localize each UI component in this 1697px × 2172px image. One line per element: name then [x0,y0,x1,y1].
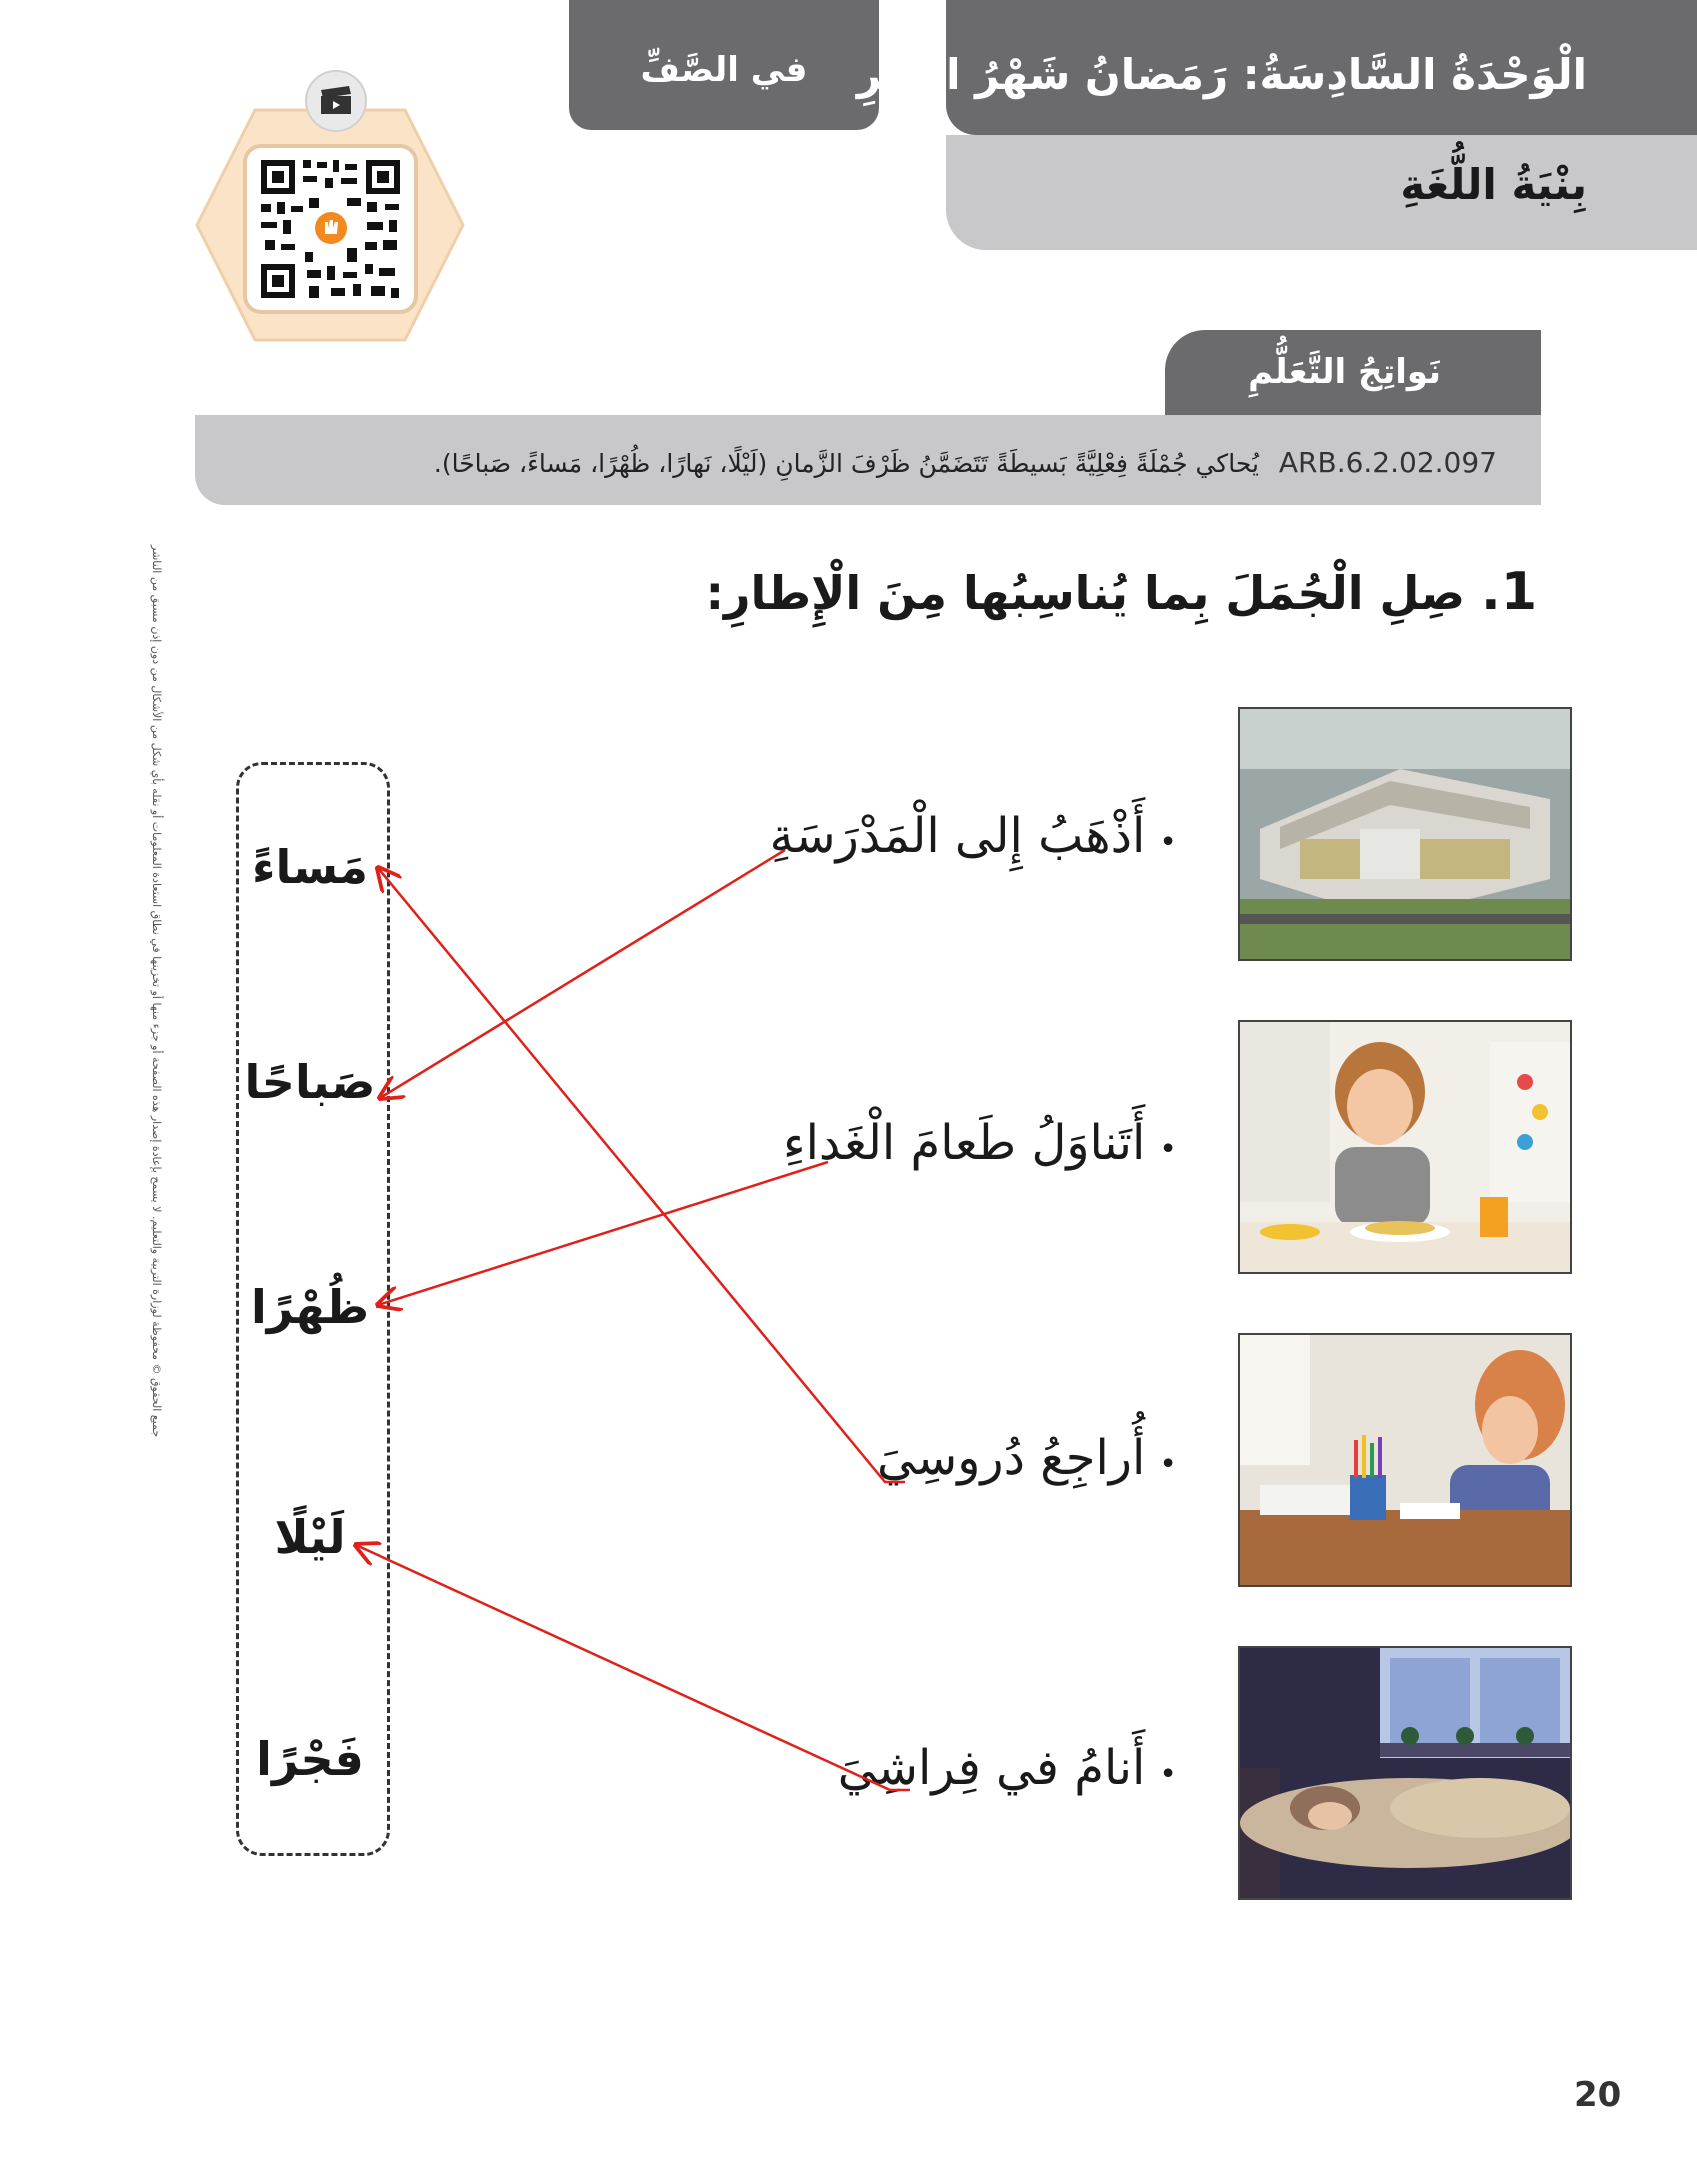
sentence-text: أَنامُ في فِراشِيَ [837,1740,1146,1796]
unit-title: الْوَحْدَةُ السَّادِسَةُ: رَمَضانُ شَهْرُ الْخَيْرِ [856,50,1587,99]
class-tab-label: في الصَّفِّ [640,50,808,90]
learning-outcomes-title: نَواتِجُ التَّعَلُّمِ [1248,352,1441,392]
page-number: 20 [1574,2075,1622,2115]
word-option-dawn[interactable]: فَجْرًا [256,1732,364,1786]
learning-outcome-description: يُحاكي جُمْلَةً فِعْلِيَّةً بَسيطَةً تَتَضَمَّنُ ظَرْفَ الزَّمانِ (لَيْلًا، نَهارًا، ظُهْرًا، مَساءً، صَباحًا). [433,449,1259,478]
question-number: 1. [1481,562,1537,622]
question-text: صِلِ الْجُمَلَ بِما يُناسِبُها مِنَ الْإِطارِ: [705,566,1466,620]
arrow-sleep-to-night [356,1545,910,1790]
learning-outcome-code: ARB.6.2.02.097 [1278,446,1497,479]
word-option-night[interactable]: لَيْلًا [274,1510,346,1564]
bullet: • [1159,1447,1177,1482]
copyright-notice-text: جميع الحقوق © محفوظة لوزارة التربية والتعليم. لا يسمح بإعادة إصدار هذه الصفحة أو جزء منها أو تخزينها في نطاق استعادة المعلومات أو نقله بأي شكل من الأشكال من دون إذن مسبق من الناشر [150,545,163,1438]
bullet: • [1159,825,1177,860]
word-option-morning[interactable]: صَباحًا [244,1055,376,1109]
arrow-lunch-to-noon [378,1162,828,1305]
bullet: • [1159,1757,1177,1792]
sentence-text: أَتَناوَلُ طَعامَ الْغَداءِ [783,1115,1146,1171]
section-title: بِنْيَةُ اللُّغَةِ [1400,160,1587,209]
sentence-text: أُراجِعُ دُروسِيَ [877,1430,1146,1486]
arrow-school-to-morning [380,850,785,1098]
word-option-noon[interactable]: ظُهْرًا [250,1280,370,1334]
arrow-study-to-evening [378,868,905,1482]
sentence-text: أَذْهَبُ إِلى الْمَدْرَسَةِ [769,808,1146,864]
bullet: • [1159,1132,1177,1167]
word-option-evening[interactable]: مَساءً [251,840,369,894]
